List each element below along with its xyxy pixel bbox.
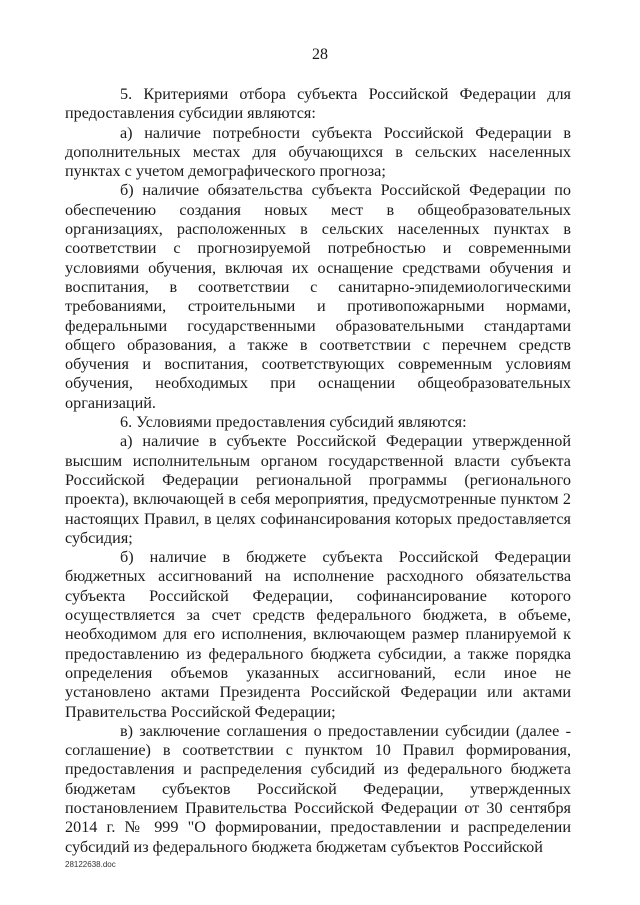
document-filename: 28122638.doc <box>65 860 116 869</box>
paragraph-criteria-a: а) наличие потребности субъекта Российской Федерации в дополнительных местах для обучающихся в сельских населенных пунктах с учетом демографического прогноза; <box>65 123 571 181</box>
paragraph-criteria-heading: 5. Критериями отбора субъекта Российской Федерации для предоставления субсидии являются: <box>65 85 571 123</box>
document-body <box>65 85 571 857</box>
paragraph-conditions-b: б) наличие в бюджете субъекта Российской Федерации бюджетных ассигнований на исполнение расходного обязательства субъекта Российской Федерации, софинансирование которого осуществляется за счет средств федерального бюджета, в объеме, необходимом для его исполнения, включающем размер планируемой к предоставлению из федерального бюджета субсидии, а также порядка определения объемов указанных ассигнований, если иное не установлено актами Президента Российской Федерации или актами Правительства Российской Федерации; <box>65 548 571 721</box>
paragraph-conditions-heading: 6. Условиями предоставления субсидий являются: <box>120 413 467 432</box>
paragraph-conditions-a: а) наличие в субъекте Российской Федерации утвержденной высшим исполнительным органом государственной власти субъекта Российской Федерации региональной программы (регионального проекта), включающей в себя мероприятия, предусмотренные пунктом 2 настоящих Правил, в целях софинансирования которых предоставляется субсидия; <box>65 432 571 547</box>
page-number: 28 <box>312 46 328 63</box>
paragraph-criteria-b: б) наличие обязательства субъекта Российской Федерации по обеспечению создания новых мест в общеобразовательных организациях, расположенных в сельских населенных пунктах в соответствии с прогнозируемой потребностью и современными условиями обучения, включая их оснащение средствами обучения и воспитания, в соответствии с санитарно-эпидемиологическими требованиями, строительными и противопожарными нормами, федеральными государственными образовательными стандартами общего образования, а также в соответствии с перечнем средств обучения и воспитания, соответствующих современным условиям обучения, необходимых при оснащении общеобразовательных организаций. <box>65 181 571 412</box>
paragraph-conditions-c: в) заключение соглашения о предоставлении субсидии (далее - соглашение) в соответствии с пунктом 10 Правил формирования, предоставления и распределения субсидий из федерального бюджета бюджетам субъектов Российской Федерации, утвержденных постановлением Правительства Российской Федерации от 30 сентября 2014 г. № 999 "О формировании, предоставлении и распределении субсидий из федерального бюджета бюджетам субъектов Российской <box>65 721 571 856</box>
